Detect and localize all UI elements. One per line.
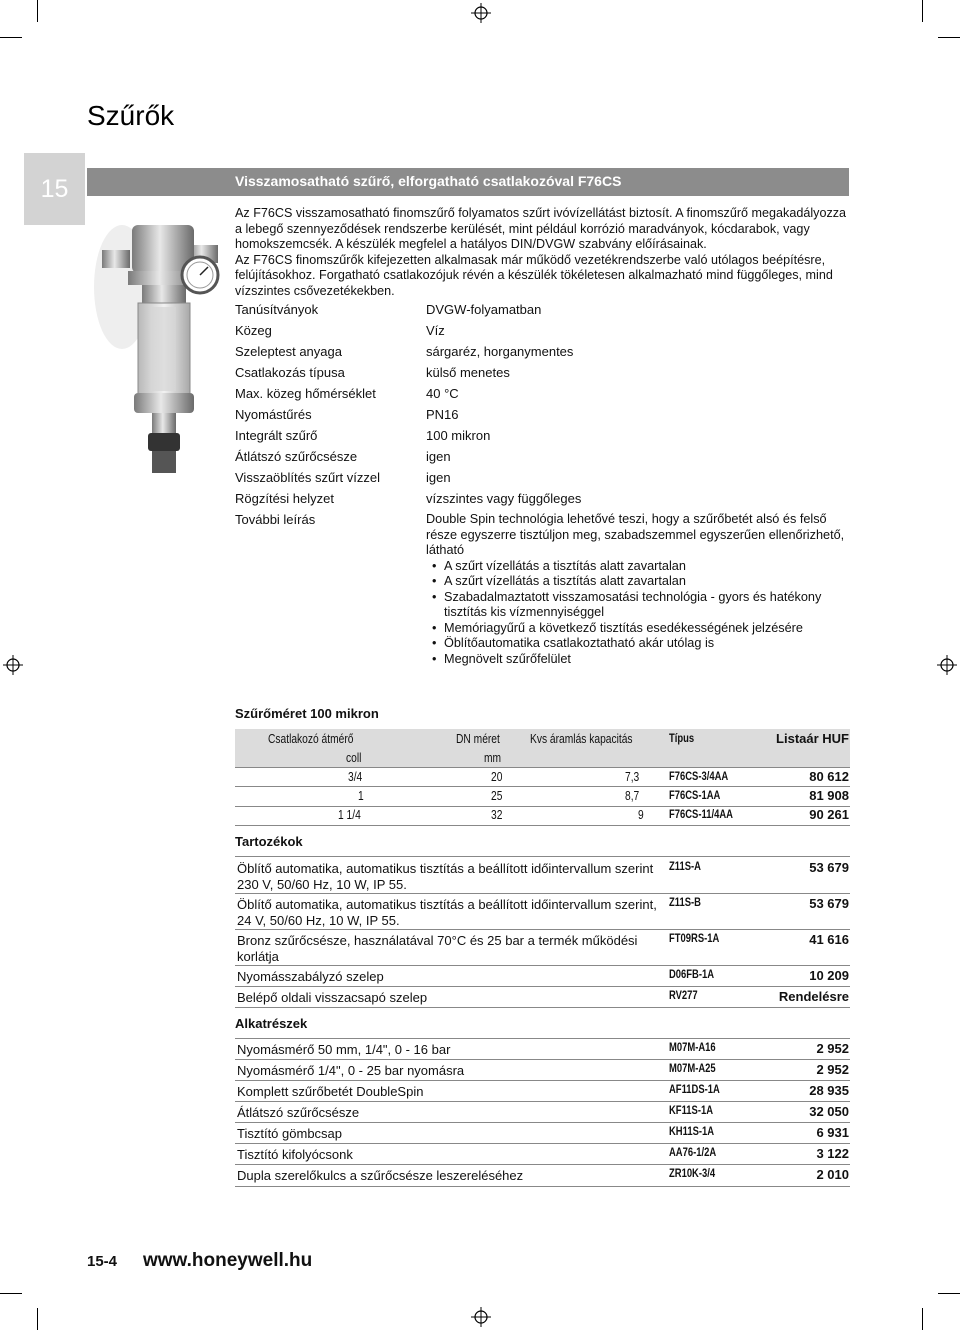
filter-size-heading: Szűrőméret 100 mikron — [235, 706, 379, 721]
cell-type: F76CS-11/4AA — [669, 809, 733, 821]
part-price: 2 952 — [816, 1062, 849, 1077]
registration-mark-icon — [471, 3, 491, 23]
part-price: 6 931 — [816, 1125, 849, 1140]
accessory-price: 53 679 — [809, 860, 849, 875]
accessory-code: FT09RS-1A — [669, 933, 720, 945]
part-description: Komplett szűrőbetét DoubleSpin — [237, 1084, 424, 1099]
cell-type: F76CS-1AA — [669, 790, 721, 802]
spec-value: DVGW-folyamatban — [426, 302, 542, 317]
cell-price: 90 261 — [809, 807, 849, 822]
table-rule — [235, 856, 850, 857]
part-price: 32 050 — [809, 1104, 849, 1119]
spec-value: 100 mikron — [426, 428, 491, 443]
table-rule — [235, 806, 850, 807]
accessory-price: 10 209 — [809, 968, 849, 983]
crop-mark — [37, 0, 38, 22]
accessory-price: 53 679 — [809, 896, 849, 911]
crop-mark — [37, 1308, 38, 1330]
accessory-description: Bronz szűrőcsésze, használatával 70°C és 25 bar a termék működési korlátja — [237, 933, 638, 964]
cell-connection: 3/4 — [348, 770, 363, 784]
intro-paragraph: Az F76CS visszamosatható finomszűrő folyamatos szűrt ivóvízellátást biztosít. A finomszűrő megakadályozza a lebegő szennyeződések rendszerbe kerülését, mint például korrózió maradványok, kócdarabok, vagy homokszemcsék. A készülék megfelel a hatályos DIN/DVGW szabvány előírásainak. — [235, 206, 847, 251]
part-code: KF11S-1A — [669, 1105, 714, 1117]
table-rule — [235, 1164, 850, 1165]
part-code: ZR10K-3/4 — [669, 1168, 716, 1180]
column-header-price: Listaár HUF — [776, 731, 849, 746]
table-rule — [235, 825, 850, 826]
page-title: Szűrők — [87, 100, 175, 131]
section-title: Visszamosatható szűrő, elforgatható csatlakozóval F76CS — [235, 173, 622, 189]
spec-label: További leírás — [235, 512, 316, 527]
parts-heading: Alkatrészek — [235, 1016, 308, 1031]
accessory-code: Z11S-B — [669, 897, 701, 909]
crop-mark — [0, 37, 22, 38]
spec-value: 40 °C — [426, 386, 459, 401]
unit-dn: mm — [484, 751, 502, 765]
column-header-connection: Csatlakozó átmérő — [268, 732, 354, 746]
feature-item: • Megnövelt szűrőfelület — [426, 652, 850, 668]
cell-kvs: 8,7 — [625, 789, 640, 803]
table-rule — [235, 786, 850, 787]
cell-dn: 20 — [491, 770, 503, 784]
crop-mark — [922, 0, 923, 22]
table-rule — [235, 965, 850, 966]
spec-label: Közeg — [235, 323, 272, 338]
intro-text — [235, 206, 849, 299]
cell-kvs: 9 — [638, 808, 644, 822]
part-code: KH11S-1A — [669, 1126, 715, 1138]
crop-mark — [938, 1293, 960, 1294]
accessory-price: Rendelésre — [778, 989, 849, 1004]
part-code: M07M-A25 — [669, 1063, 716, 1075]
table-rule — [235, 1143, 850, 1144]
part-price: 28 935 — [809, 1083, 849, 1098]
chapter-tab — [24, 153, 85, 225]
column-header-dn: DN méret — [456, 732, 500, 746]
crop-mark — [938, 37, 960, 38]
unit-connection: coll — [346, 751, 362, 765]
accessory-description: Belépő oldali visszacsapó szelep — [237, 990, 428, 1005]
part-code: AA76-1/2A — [669, 1147, 717, 1159]
feature-item: • Memóriagyűrű a következő tisztítás esedékességének jelzésére — [426, 621, 850, 637]
spec-value: vízszintes vagy függőleges — [426, 491, 582, 506]
accessory-description: Öblítő automatika, automatikus tisztítás a beállított időintervallum szerint, 24 V, 50/60 Hz, 10 W, IP 55. — [237, 897, 657, 928]
chapter-number: 15 — [40, 174, 69, 203]
table-rule — [235, 767, 850, 768]
crop-mark — [0, 1293, 22, 1294]
feature-item: • Öblítőautomatika csatlakoztatható akár utólag is — [426, 636, 850, 652]
column-header-type: Típus — [669, 733, 695, 745]
cell-price: 80 612 — [809, 769, 849, 784]
spec-value: igen — [426, 449, 451, 464]
spec-label: Szeleptest anyaga — [235, 344, 342, 359]
part-code: M07M-A16 — [669, 1042, 716, 1054]
spec-label: Átlátszó szűrőcsésze — [235, 449, 358, 464]
accessory-code: Z11S-A — [669, 861, 701, 873]
table-rule — [235, 1080, 850, 1081]
part-description: Nyomásmérő 50 mm, 1/4", 0 - 16 bar — [237, 1042, 451, 1057]
cell-dn: 32 — [491, 808, 503, 822]
feature-item: • A szűrt vízellátás a tisztítás alatt zavartalan — [426, 559, 850, 575]
table-rule — [235, 929, 850, 930]
accessories-heading: Tartozékok — [235, 834, 303, 849]
feature-item: • A szűrt vízellátás a tisztítás alatt zavartalan — [426, 574, 850, 590]
part-description: Tisztító gömbcsap — [237, 1126, 343, 1141]
part-code: AF11DS-1A — [669, 1084, 720, 1096]
spec-value: külső menetes — [426, 365, 510, 380]
feature-list — [426, 559, 850, 668]
part-description: Átlátszó szűrőcsésze — [237, 1105, 360, 1120]
part-description: Nyomásmérő 1/4", 0 - 25 bar nyomásra — [237, 1063, 465, 1078]
table-rule — [235, 1101, 850, 1102]
column-header-kvs: Kvs áramlás kapacitás — [530, 732, 633, 746]
spec-value: PN16 — [426, 407, 459, 422]
cell-price: 81 908 — [809, 788, 849, 803]
part-price: 2 952 — [816, 1041, 849, 1056]
cell-connection: 1 — [358, 789, 364, 803]
accessory-description: Öblítő automatika, automatikus tisztítás a beállított időintervallum szerint 230 V, 50/60 Hz, 10 W, IP 55. — [237, 861, 654, 892]
registration-mark-icon — [3, 655, 23, 675]
cell-dn: 25 — [491, 789, 503, 803]
table-rule — [235, 986, 850, 987]
part-description: Tisztító kifolyócsonk — [237, 1147, 353, 1162]
table-rule — [235, 1038, 850, 1039]
registration-mark-icon — [937, 655, 957, 675]
spec-value: igen — [426, 470, 451, 485]
table-rule — [235, 893, 850, 894]
part-price: 3 122 — [816, 1146, 849, 1161]
cell-connection: 1 1/4 — [338, 808, 361, 822]
table-rule — [235, 1186, 850, 1187]
description-text: Double Spin technológia lehetővé teszi, hogy a szűrőbetét alsó és felső része egyszerre tisztúljon meg, szabadszemmel egyszerűen ellenőrizhető, látható — [426, 512, 845, 557]
spec-label: Csatlakozás típusa — [235, 365, 345, 380]
spec-label: Max. közeg hőmérséklet — [235, 386, 376, 401]
spec-label: Tanúsítványok — [235, 302, 319, 317]
cell-type: F76CS-3/4AA — [669, 771, 729, 783]
accessory-description: Nyomásszabályzó szelep — [237, 969, 384, 984]
crop-mark — [922, 1308, 923, 1330]
cell-kvs: 7,3 — [625, 770, 640, 784]
spec-label: Rögzítési helyzet — [235, 491, 334, 506]
filter-product-image — [92, 215, 234, 483]
spec-label: Visszaöblítés szűrt vízzel — [235, 470, 380, 485]
accessory-code: D06FB-1A — [669, 969, 715, 981]
intro-paragraph: Az F76CS finomszűrők kifejezetten alkalmasak már működő vezetékrendszerbe való utólagos beépítésre, felújításokhoz. Forgatható csatlakozójuk révén a készülék tökéletesen alkalmazható mind függőleges, mind vízszintes csővezetékekben. — [235, 252, 833, 298]
footer-page-number: 15-4 — [87, 1253, 118, 1270]
spec-value: sárgaréz, horganymentes — [426, 344, 574, 359]
spec-label: Integrált szűrő — [235, 428, 318, 443]
part-description: Dupla szerelőkulcs a szűrőcsésze leszereléséhez — [237, 1168, 524, 1183]
feature-item: • Szabadalmaztatott visszamosatási technológia - gyors és hatékony tisztítás kis vízmennyiséggel — [426, 590, 850, 621]
accessory-price: 41 616 — [809, 932, 849, 947]
spec-label: Nyomástűrés — [235, 407, 312, 422]
accessory-code: RV277 — [669, 990, 698, 1002]
table-rule — [235, 1122, 850, 1123]
further-description — [426, 512, 850, 667]
table-rule — [235, 1059, 850, 1060]
registration-mark-icon — [471, 1307, 491, 1327]
spec-value: Víz — [426, 323, 445, 338]
table-rule — [235, 1007, 850, 1008]
footer-url: www.honeywell.hu — [143, 1250, 313, 1271]
part-price: 2 010 — [816, 1167, 849, 1182]
